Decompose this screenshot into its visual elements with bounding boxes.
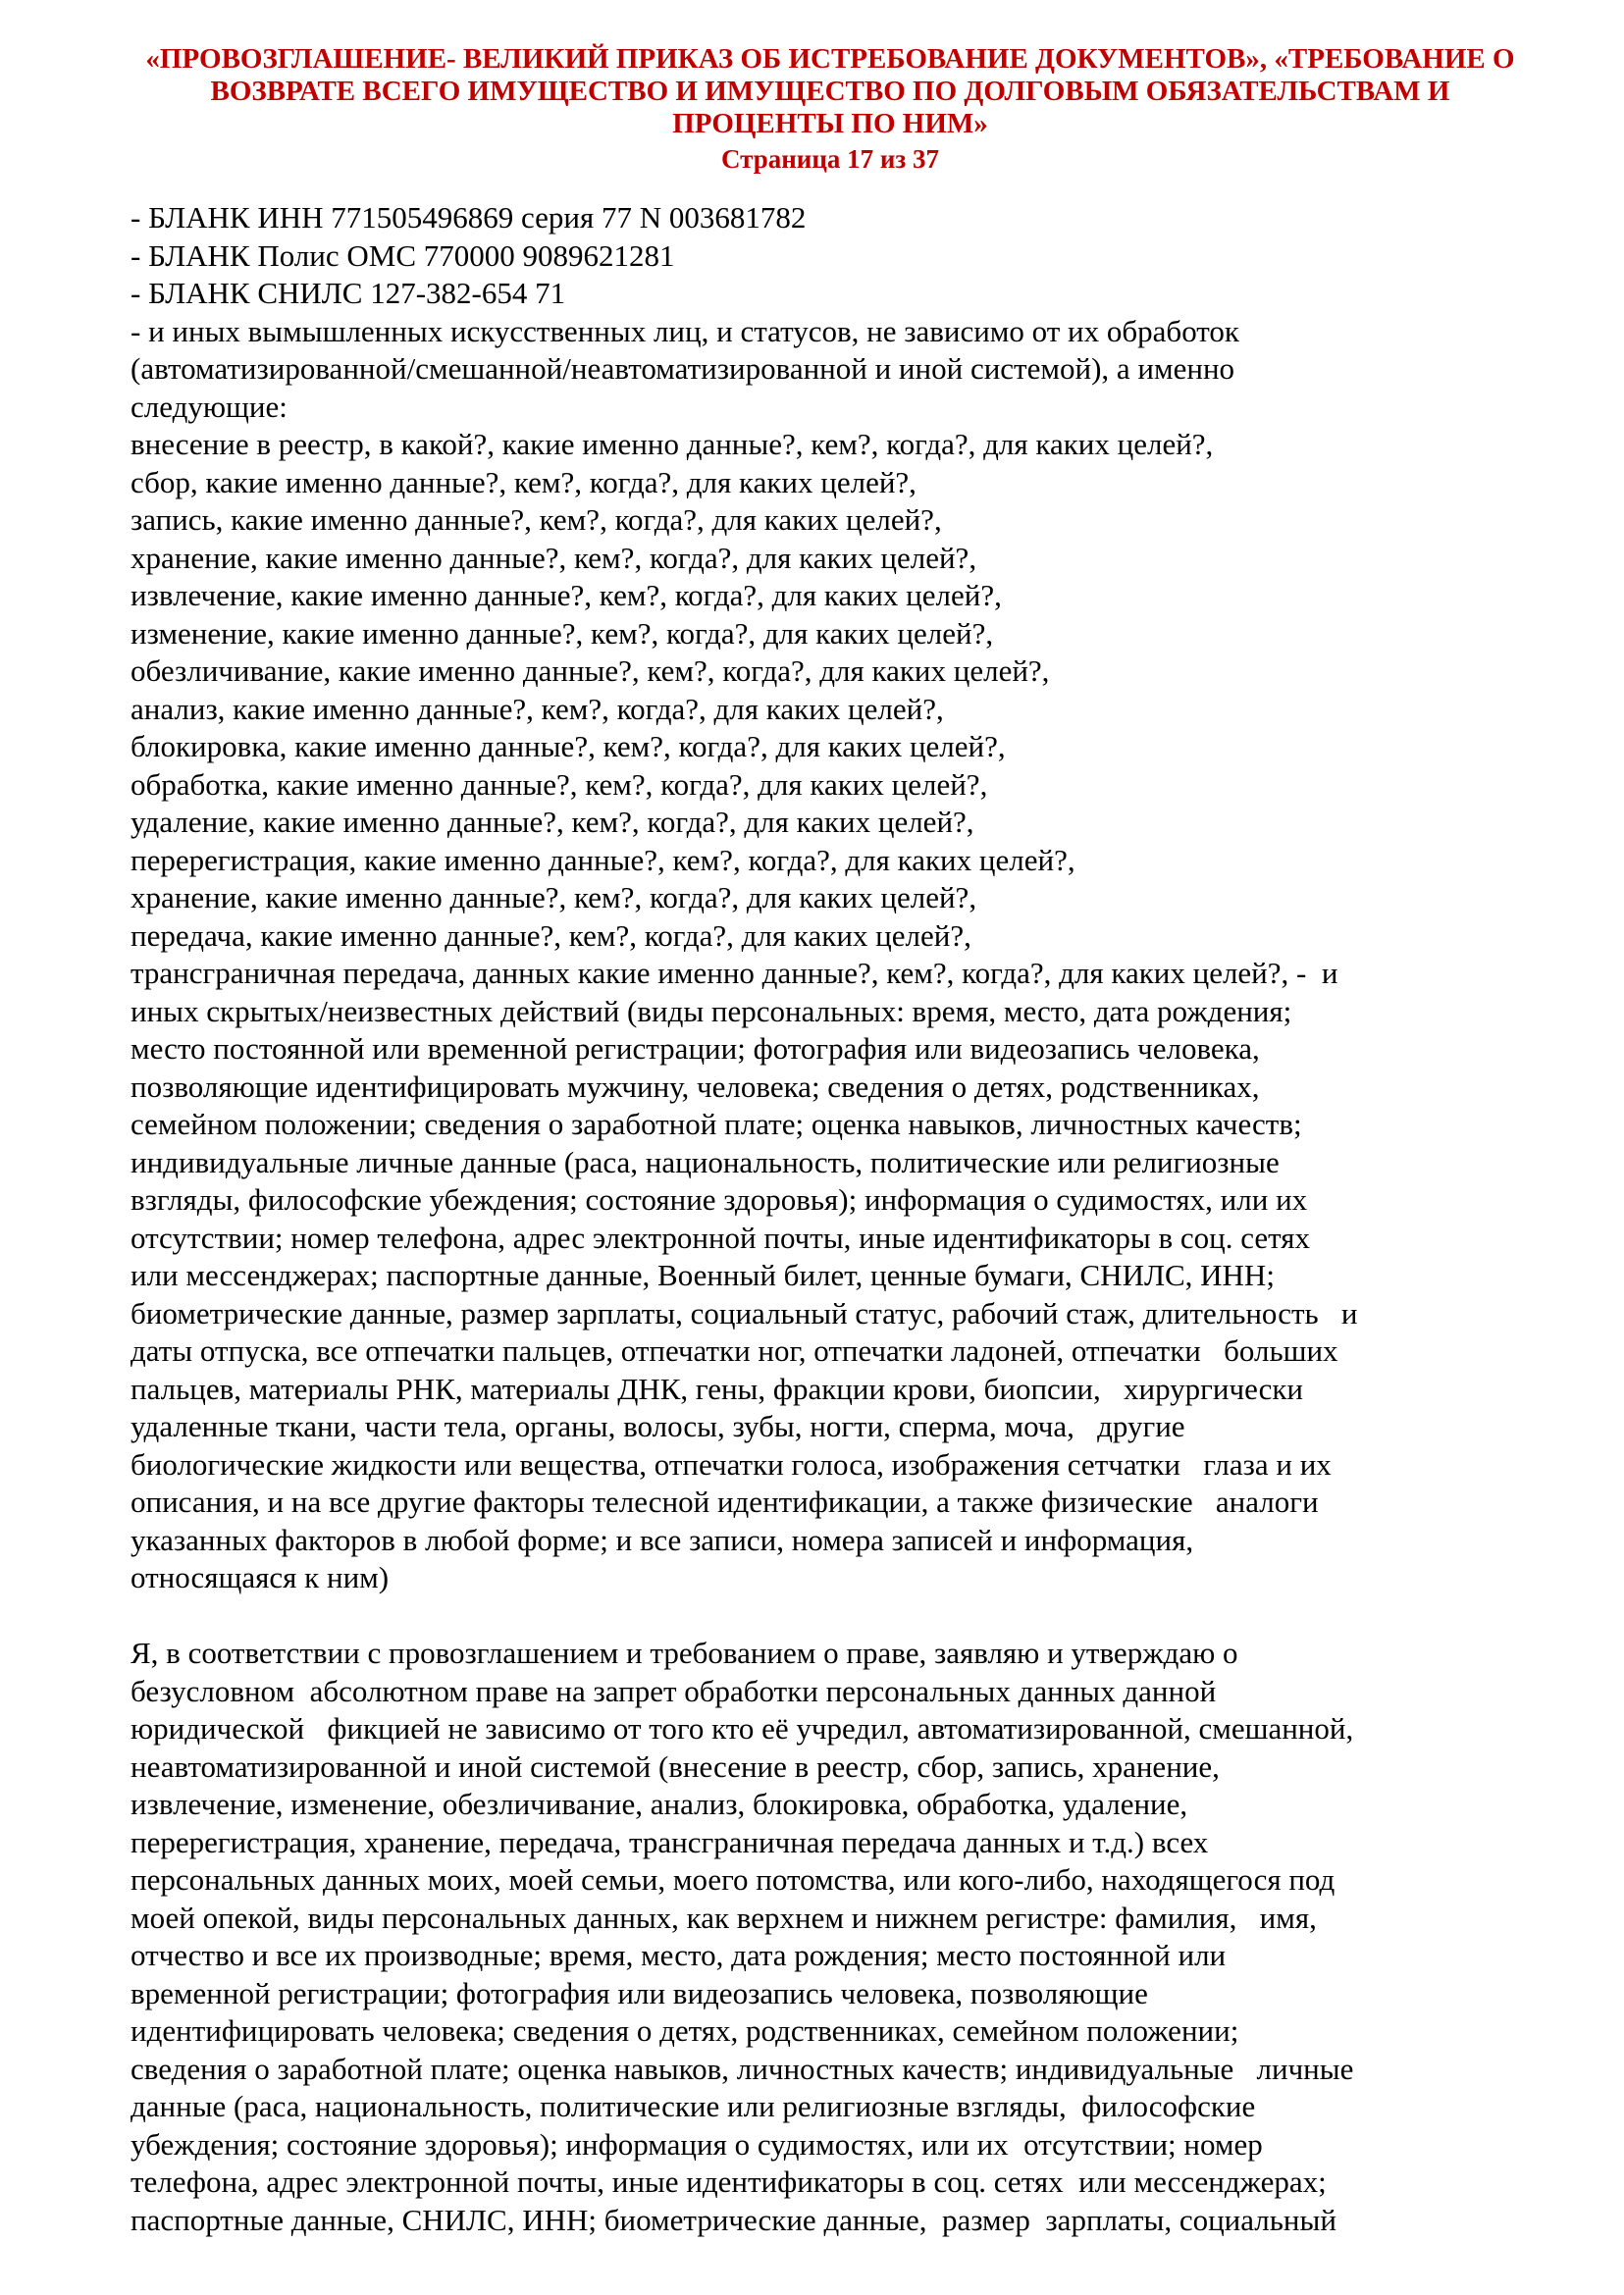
body-line: даты отпуска, все отпечатки пальцев, отпечатки ног, отпечатки ладоней, отпечатки больших	[131, 1333, 1338, 1368]
body-line: извлечение, какие именно данные?, кем?, когда?, для каких целей?,	[131, 578, 1002, 612]
body-line: - БЛАНК Полис ОМС 770000 9089621281	[131, 237, 675, 273]
body-line: биологические жидкости или вещества, отпечатки голоса, изображения сетчатки глаза и их	[131, 1446, 1332, 1482]
body-line: обезличивание, какие именно данные?, кем?, когда?, для каких целей?,	[131, 653, 1050, 688]
document-title	[131, 43, 1530, 140]
body-line: идентифицировать человека; сведения о детях, родственниках, семейном положении;	[131, 2013, 1239, 2048]
body-line: данные (раса, национальность, политические или религиозные взгляды, философские	[131, 2089, 1256, 2123]
body-line: биометрические данные, размер зарплаты, социальный статус, рабочий стаж, длительность и	[131, 1295, 1358, 1330]
body-line: - БЛАНК СНИЛС 127-382-654 71	[131, 276, 566, 310]
body-line: трансграничная передача, данных какие именно данные?, кем?, когда?, для каких целей?, - и	[131, 956, 1338, 990]
body-line: индивидуальные личные данные (раса, национальность, политические или религиозные	[131, 1144, 1280, 1179]
document-title-line: «ПРОВОЗГЛАШЕНИЕ- ВЕЛИКИЙ ПРИКАЗ ОБ ИСТРЕБОВАНИЕ ДОКУМЕНТОВ», «ТРЕБОВАНИЕ О	[145, 43, 1515, 75]
document-title-line: ПРОЦЕНТЫ ПО НИМ»	[672, 108, 988, 139]
body-line: безусловном абсолютном праве на запрет обработки персональных данных данной	[131, 1673, 1217, 1708]
body-line: иных скрытых/неизвестных действий (виды персональных: время, место, дата рождения;	[131, 993, 1292, 1028]
body-line: временной регистрации; фотография или видеозапись человека, позволяющие	[131, 1975, 1148, 2010]
body-line: паспортные данные, СНИЛС, ИНН; биометрические данные, размер зарплаты, социальный	[131, 2202, 1336, 2237]
body-line: убеждения; состояние здоровья); информация о судимостях, или их отсутствии; номер	[131, 2126, 1263, 2162]
body-line: пальцев, материалы РНК, материалы ДНК, гены, фракции крови, биопсии, хирургически	[131, 1371, 1304, 1406]
body-line	[131, 1597, 1530, 1636]
body-line: указанных факторов в любой форме; и все записи, номера записей и информация,	[131, 1522, 1194, 1557]
body-line: или мессенджерах; паспортные данные, Военный билет, ценные бумаги, СНИЛС, ИНН;	[131, 1258, 1275, 1292]
body-line: телефона, адрес электронной почты, иные идентификаторы в соц. сетях или мессенджерах;	[131, 2165, 1327, 2199]
body-line: позволяющие идентифицировать мужчину, человека; сведения о детях, родственниках,	[131, 1069, 1260, 1104]
body-line: - БЛАНК ИНН 771505496869 серия 77 N 003681782	[131, 200, 807, 235]
body-line: хранение, какие именно данные?, кем?, когда?, для каких целей?,	[131, 540, 977, 575]
body-line: - и иных вымышленных искусственных лиц, и статусов, не зависимо от их обработок	[131, 313, 1239, 348]
body-line: описания, и на все другие факторы телесной идентификации, а также физические аналоги	[131, 1485, 1319, 1519]
body-line: обработка, какие именно данные?, кем?, когда?, для каких целей?,	[131, 766, 988, 802]
document-title-line: ВОЗВРАТЕ ВСЕГО ИМУЩЕСТВО И ИМУЩЕСТВО ПО ДОЛГОВЫМ ОБЯЗАТЕЛЬСТВАМ И	[210, 76, 1450, 107]
body-line: запись, какие именно данные?, кем?, когда?, для каких целей?,	[131, 502, 942, 537]
body-line: сведения о заработной плате; оценка навыков, личностных качеств; индивидуальные личные	[131, 2051, 1354, 2086]
body-line: (автоматизированной/смешанной/неавтоматизированной и иной системой), а именно	[131, 351, 1235, 386]
body-line: отсутствии; номер телефона, адрес электронной почты, иные идентификаторы в соц. сетях	[131, 1220, 1310, 1255]
body-line: извлечение, изменение, обезличивание, анализ, блокировка, обработка, удаление,	[131, 1787, 1188, 1821]
body-line: передача, какие именно данные?, кем?, когда?, для каких целей?,	[131, 917, 971, 953]
body-line: хранение, какие именно данные?, кем?, когда?, для каких целей?,	[131, 880, 977, 914]
document-body	[131, 199, 1530, 2239]
body-line: блокировка, какие именно данные?, кем?, когда?, для каких целей?,	[131, 729, 1006, 763]
body-line: моей опекой, виды персональных данных, как верхнем и нижнем регистре: фамилия, имя,	[131, 1900, 1317, 1935]
body-line: Я, в соответствии с провозглашением и требованием о праве, заявляю и утверждаю о	[131, 1636, 1238, 1670]
body-line: семейном положении; сведения о заработной плате; оценка навыков, личностных качеств;	[131, 1107, 1302, 1141]
document-header	[131, 43, 1530, 175]
page-indicator: Страница 17 из 37	[720, 144, 940, 174]
body-line: место постоянной или временной регистрации; фотография или видеозапись человека,	[131, 1031, 1260, 1066]
body-line: анализ, какие именно данные?, кем?, когда?, для каких целей?,	[131, 691, 944, 726]
body-line: внесение в реестр, в какой?, какие именно данные?, кем?, когда?, для каких целей?,	[131, 427, 1214, 461]
body-line: удаленные ткани, части тела, органы, волосы, зубы, ногти, сперма, моча, другие	[131, 1409, 1185, 1443]
body-line: перерегистрация, хранение, передача, трансграничная передача данных и т.д.) всех	[131, 1824, 1209, 1859]
body-line: отчество и все их производные; время, место, дата рождения; место постоянной или	[131, 1938, 1227, 1972]
body-line: взгляды, философские убеждения; состояние здоровья); информация о судимостях, или их	[131, 1182, 1308, 1217]
body-line: сбор, какие именно данные?, кем?, когда?, для каких целей?,	[131, 464, 917, 499]
body-line: следующие:	[131, 389, 288, 424]
body-line: неавтоматизированной и иной системой (внесение в реестр, сбор, запись, хранение,	[131, 1748, 1220, 1784]
body-line: перерегистрация, какие именно данные?, кем?, когда?, для каких целей?,	[131, 842, 1075, 877]
body-line: персональных данных моих, моей семьи, моего потомства, или кого-либо, находящегося под	[131, 1862, 1336, 1897]
body-line: относящаяся к ним)	[131, 1560, 390, 1594]
body-line: изменение, какие именно данные?, кем?, когда?, для каких целей?,	[131, 615, 994, 651]
body-line: удаление, какие именно данные?, кем?, когда?, для каких целей?,	[131, 805, 974, 839]
body-line: юридической фикцией не зависимо от того кто её учредил, автоматизированной, смешанной,	[131, 1711, 1354, 1746]
